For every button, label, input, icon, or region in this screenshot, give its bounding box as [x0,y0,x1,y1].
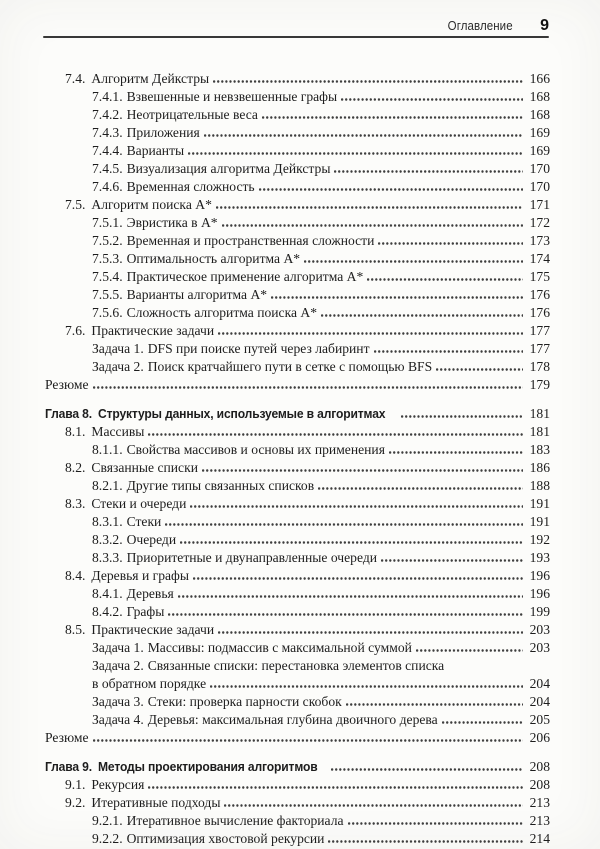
dot-leader [165,523,523,526]
toc-entry-number: 7.4.2. [92,107,123,122]
toc-entry [45,460,550,478]
toc-entry-title: Сложность алгоритма поиска A* [126,305,318,320]
toc-entry [45,813,550,831]
toc-entry-page: 186 [529,460,550,475]
toc-entry-page: 213 [529,795,550,810]
dot-leader [262,116,523,119]
toc-entry-page: 188 [529,478,550,493]
toc-entry [45,89,550,107]
toc-entry [45,640,550,658]
dot-leader [321,314,523,317]
dot-leader [401,415,523,418]
toc-entry-number: Задача 2. [92,658,144,673]
toc-entry-page: 181 [529,406,550,421]
dot-leader [341,98,523,101]
dot-leader [224,804,523,807]
toc-entry-page: 174 [529,251,550,266]
dot-leader [168,613,523,616]
toc-entry-number: Задача 2. [92,359,144,374]
dot-leader [389,451,523,454]
toc-entry-number: 7.4. [65,71,86,86]
dot-leader [193,577,523,580]
toc-entry-title: Массивы [91,424,145,439]
toc-entry-title: Варианты алгоритма A* [126,287,268,302]
toc-entry [45,586,550,604]
dot-leader [334,170,523,173]
toc-entry [45,359,550,377]
toc-entry-number: 8.4.2. [92,604,123,619]
toc-entry-title: Практические задачи [91,622,215,637]
toc-entry-title: Другие типы связанных списков [126,478,315,493]
toc-entry [45,532,550,550]
toc-entry [45,125,550,143]
toc-entry-number: Глава 8. [45,407,92,421]
toc-entry-number: 7.4.1. [92,89,123,104]
toc-entry-title: Деревья: максимальная глубина двоичного дерева [147,712,438,727]
toc-entry [45,604,550,622]
toc-entry [45,305,550,323]
toc-entry [45,406,550,424]
toc-entry-page: 204 [529,676,550,691]
toc-entry-number: 7.5.4. [92,269,123,284]
toc-entry [45,269,550,287]
dot-leader [216,206,523,209]
toc-entry-number: 8.3.2. [92,532,123,547]
toc-entry-number: Глава 9. [45,760,92,774]
toc-entry-page: 166 [529,71,550,86]
toc-entry-page: 193 [529,550,550,565]
toc-entry-title: Стеки: проверка парности скобок [147,694,342,709]
toc-entry [45,442,550,460]
toc-entry [45,831,550,849]
toc-entry-title: Оптимальность алгоритма A* [126,251,301,266]
toc-entry [45,568,550,586]
toc-entry-title: Методы проектирования алгоритмов [97,760,318,774]
toc-entry-title: Итеративные подходы [91,795,221,810]
toc-entry-title: Визуализация алгоритма Дейкстры [126,161,331,176]
toc-entry-number: 8.4. [65,568,86,583]
toc-entry-page: 168 [529,107,550,122]
dot-leader [442,721,523,724]
toc-entry-number: 7.6. [65,323,86,338]
toc-entry-number: 8.2.1. [92,478,123,493]
toc-entry-page: 191 [529,496,550,511]
toc-entry-page: 172 [529,215,550,230]
toc-entry-page: 177 [529,341,550,356]
toc-entry-number: Задача 3. [92,694,144,709]
toc-entry-page: 192 [529,532,550,547]
dot-leader [271,296,523,299]
header-rule [43,36,549,38]
toc-entry-number: 8.3.3. [92,550,123,565]
dot-leader [178,595,523,598]
toc-entry [45,795,550,813]
toc-entry-title: Практические задачи [91,323,215,338]
toc-entry-title: Стеки и очереди [91,496,187,511]
toc-entry-page: 191 [529,514,550,529]
toc-entry-page: 204 [529,694,550,709]
dot-leader [148,786,523,789]
toc-entry-title: Приложения [126,125,200,140]
toc-entry-number: 7.4.5. [92,161,123,176]
toc-entry-page: 206 [529,730,550,745]
toc-entry-title: Варианты [126,143,185,158]
toc-entry-title: Резюме [45,730,89,745]
toc-entry [45,197,550,215]
dot-leader [416,649,523,652]
toc-entry-page: 177 [529,323,550,338]
toc-entry-title: Свойства массивов и основы их применения [126,442,385,457]
toc-entry-title: Массивы: подмассив с максимальной суммой [147,640,412,655]
toc-entry-title: Практическое применение алгоритма A* [126,269,364,284]
dot-leader [218,332,523,335]
toc-entry [45,233,550,251]
toc-entry-number: 8.4.1. [92,586,123,601]
toc-entry-title: Рекурсия [91,777,145,792]
toc-entry-page: 176 [529,305,550,320]
toc-entry-number: Задача 1. [92,341,144,356]
toc-entry-number: 7.5.3. [92,251,123,266]
toc-entry-page: 176 [529,287,550,302]
toc-entry-title: Деревья и графы [91,568,189,583]
running-head [45,17,549,35]
toc-entry [45,622,550,640]
toc-entry-page: 170 [529,179,550,194]
toc-entry-page: 213 [529,813,550,828]
toc-entry-page: 208 [529,777,550,792]
toc-entry-title: Деревья [126,586,174,601]
dot-leader [222,224,523,227]
toc-entry-page: 179 [529,377,550,392]
toc-entry-number: 7.4.3. [92,125,123,140]
toc-entry-number: 7.5. [65,197,86,212]
toc-entry-number: 7.4.6. [92,179,123,194]
toc-entry [45,514,550,532]
toc-entry [45,215,550,233]
toc-entry-page: 199 [529,604,550,619]
toc-entry-title: Связанные списки: перестановка элементов списка [147,658,445,673]
toc-entry [45,341,550,359]
toc-entry-title: Резюме [45,377,89,392]
toc-list [45,71,550,849]
dot-leader [436,368,523,371]
toc-entry-page: 175 [529,269,550,284]
toc-entry-title: Графы [126,604,165,619]
toc-entry-title: Алгоритм поиска A* [91,197,212,212]
toc-entry-page: 181 [529,424,550,439]
toc-entry-title: Алгоритм Дейкстры [91,71,210,86]
toc-entry [45,730,550,748]
dot-leader [304,260,523,263]
toc-entry-page: 205 [529,712,550,727]
toc-entry-page: 169 [529,125,550,140]
toc-entry-number: Задача 1. [92,640,144,655]
toc-entry-title: Поиск кратчайшего пути в сетке с помощью BFS [147,359,433,374]
dot-leader [180,541,523,544]
toc-entry-number: 7.5.2. [92,233,123,248]
toc-entry-number: 7.5.5. [92,287,123,302]
toc-entry-page: 196 [529,568,550,583]
toc-entry [45,550,550,568]
toc-entry [45,323,550,341]
toc-entry-page: 169 [529,143,550,158]
toc-entry-title: Итеративное вычисление факториала [126,813,344,828]
toc-entry-page: 214 [529,831,550,846]
toc-entry [45,161,550,179]
toc-entry [45,676,550,694]
toc-entry-page: 208 [529,759,550,774]
toc-entry [45,143,550,161]
toc-entry-number: 7.4.4. [92,143,123,158]
toc-entry-title: DFS при поиске путей через лабиринт [147,341,370,356]
dot-leader [148,433,523,436]
toc-entry-title: Структуры данных, используемые в алгоритмах [97,407,386,421]
toc-entry-title: Временная и пространственная сложности [126,233,375,248]
toc-entry-page: 171 [529,197,550,212]
toc-entry-number: 9.2. [65,795,86,810]
toc-entry-page: 178 [529,359,550,374]
dot-leader [374,350,523,353]
toc-entry-number: Задача 4. [92,712,144,727]
toc-entry [45,71,550,89]
toc-entry [45,712,550,730]
dot-leader [93,386,523,389]
dot-leader [367,278,523,281]
toc-entry-number: 9.2.2. [92,831,123,846]
toc-entry-title: Связанные списки [91,460,198,475]
toc-entry-number: 8.3. [65,496,86,511]
toc-entry-title: Взвешенные и невзвешенные графы [126,89,338,104]
running-head-title: Оглавление [448,19,514,33]
toc-entry [45,287,550,305]
toc-entry-page: 196 [529,586,550,601]
toc-entry [45,179,550,197]
toc-entry-page: 173 [529,233,550,248]
dot-leader [378,242,523,245]
toc-entry-title: Неотрицательные веса [126,107,258,122]
toc-entry-number: 8.2. [65,460,86,475]
toc-entry [45,107,550,125]
dot-leader [210,685,523,688]
toc-entry [45,759,550,777]
toc-entry-number: 8.3.1. [92,514,123,529]
dot-leader [381,559,523,562]
dot-leader [328,840,523,843]
toc-entry [45,496,550,514]
toc-entry [45,251,550,269]
dot-leader [331,768,523,771]
toc-entry-title: Оптимизация хвостовой рекурсии [126,831,325,846]
toc-entry-title: Эвристика в A* [126,215,218,230]
toc-entry [45,777,550,795]
dot-leader [202,469,523,472]
toc-entry-title: Стеки [126,514,162,529]
dot-leader [259,188,523,191]
toc-entry-number: 7.5.6. [92,305,123,320]
page-number: 9 [540,17,549,34]
toc-entry-title: Временная сложность [126,179,255,194]
dot-leader [218,631,523,634]
toc-entry-page: 203 [529,622,550,637]
dot-leader [188,152,523,155]
toc-entry-title: Очереди [126,532,177,547]
dot-leader [348,822,523,825]
toc-entry-page: 170 [529,161,550,176]
toc-entry-page: 183 [529,442,550,457]
toc-entry [45,478,550,496]
dot-leader [318,487,523,490]
toc-entry-title: в обратном порядке [92,676,207,691]
toc-entry [45,377,550,395]
toc-entry-number: 8.5. [65,622,86,637]
dot-leader [93,739,523,742]
toc-entry-page: 168 [529,89,550,104]
toc-entry-page: 203 [529,640,550,655]
toc-entry-number: 7.5.1. [92,215,123,230]
dot-leader [213,80,523,83]
toc-entry-number: 9.2.1. [92,813,123,828]
toc-entry-number: 8.1.1. [92,442,123,457]
toc-entry-title: Приоритетные и двунаправленные очереди [126,550,378,565]
toc-entry-number: 8.1. [65,424,86,439]
toc-entry [45,424,550,442]
dot-leader [204,134,523,137]
toc-entry-number: 9.1. [65,777,86,792]
dot-leader [190,505,523,508]
toc-entry [45,658,550,676]
toc-entry [45,694,550,712]
dot-leader [346,703,523,706]
